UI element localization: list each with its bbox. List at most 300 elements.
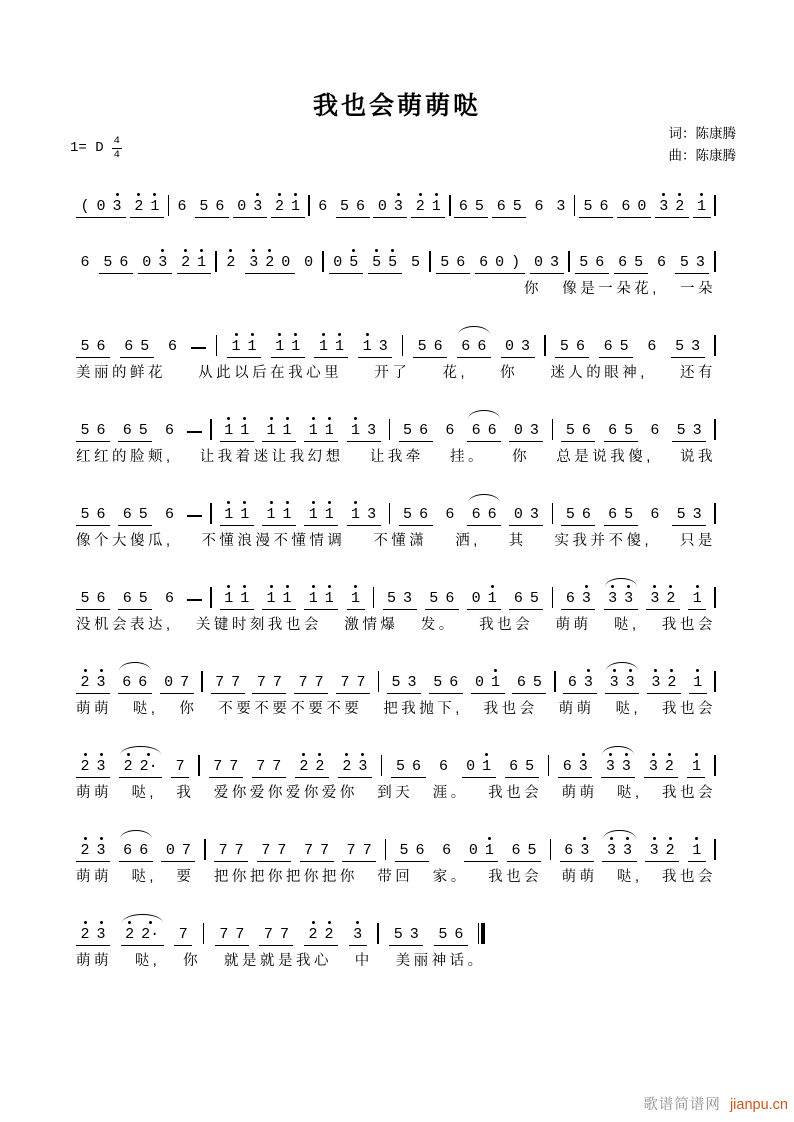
note-digit: 7	[261, 842, 271, 859]
note-digit: 0	[513, 422, 523, 439]
note-digit: 5	[583, 198, 593, 215]
note-digit: 6	[471, 506, 481, 523]
note-group	[646, 506, 664, 526]
note-group	[342, 842, 376, 862]
note-group	[76, 338, 110, 358]
note-digit: 6	[516, 674, 526, 691]
note-group	[336, 198, 370, 218]
lyric-segment: 像个大傻瓜,	[76, 533, 174, 549]
note-group	[413, 338, 447, 358]
lyric-segment: 萌萌	[555, 617, 592, 633]
note-digit: 3	[529, 422, 539, 439]
note-group	[163, 338, 181, 358]
note-digit: 2	[178, 254, 194, 271]
note-digit: 2	[662, 842, 678, 859]
note-group	[262, 506, 296, 526]
note-group	[646, 590, 680, 610]
lyric-segment: 我也会	[662, 869, 716, 885]
note-digit: 6	[513, 590, 523, 607]
barline	[714, 195, 716, 216]
note-digit: 3	[646, 842, 662, 859]
note-group	[259, 926, 293, 946]
note-digit: 2	[661, 758, 677, 775]
note-group	[130, 198, 164, 218]
note-digit: 5	[559, 338, 569, 355]
note-group	[507, 842, 541, 862]
note-digit: 7	[231, 674, 241, 691]
note-group	[462, 758, 496, 778]
note-digit: 3	[550, 254, 560, 271]
note-digit: 5	[525, 758, 535, 775]
note-group	[501, 338, 535, 358]
note-digit: 3	[656, 198, 672, 215]
note-digit: 6	[621, 198, 631, 215]
system	[76, 744, 716, 802]
system	[76, 184, 716, 218]
note-digit: 1	[428, 198, 444, 215]
lyric-segment: 我也会	[661, 617, 716, 633]
duration-dash	[187, 515, 202, 517]
note-digit: 3	[692, 422, 702, 439]
lyrics-row	[76, 949, 486, 970]
note-group	[119, 842, 153, 862]
note-group	[177, 254, 211, 274]
note-digit: 6	[581, 506, 591, 523]
notes-row	[76, 408, 716, 442]
note-group	[441, 506, 459, 526]
note-digit: 3	[556, 198, 566, 215]
lyric-segment: 哒,	[132, 701, 159, 717]
note-digit: 6	[122, 590, 132, 607]
note-digit: 6	[647, 338, 657, 355]
note-group	[575, 254, 609, 274]
lyric-segment: 就是就是我心	[223, 953, 332, 969]
lyric-segment: 萌萌	[561, 785, 598, 801]
note-digit: 5	[579, 254, 589, 271]
note-digit: 7	[314, 674, 324, 691]
note-digit: 5	[433, 674, 443, 691]
note-digit: 7	[229, 758, 239, 775]
note-digit: 0	[377, 198, 387, 215]
lyric-segment: 红红的脸颊,	[76, 449, 174, 465]
barline	[714, 755, 716, 776]
note-group	[604, 422, 638, 442]
lyric-segment: 把我抛下,	[383, 701, 463, 717]
note-group	[454, 198, 488, 218]
note-group	[220, 422, 254, 442]
note-digit: 3	[602, 758, 618, 775]
note-digit: 1	[688, 758, 704, 775]
note-digit: 6	[439, 758, 449, 775]
note-digit: 6	[564, 842, 574, 859]
note-group	[509, 506, 543, 526]
note-digit: 0	[505, 338, 515, 355]
note-digit: 7	[181, 842, 191, 859]
note-group	[262, 422, 296, 442]
note-digit: 2	[672, 198, 688, 215]
note-digit: 1	[147, 198, 163, 215]
note-digit: 5	[565, 422, 575, 439]
note-digit: 6	[356, 198, 366, 215]
note-group	[438, 842, 456, 862]
note-group	[220, 506, 254, 526]
final-barline	[478, 923, 485, 944]
barline	[210, 587, 212, 608]
watermark	[643, 1093, 788, 1114]
note-digit: 3	[350, 926, 366, 943]
watermark-site-name: 歌谱简谱网	[643, 1097, 721, 1113]
lyric-segment: 没机会表达,	[76, 617, 174, 633]
note-digit: 1	[690, 674, 706, 691]
note-digit: 3	[521, 338, 531, 355]
note-group	[399, 506, 433, 526]
note-group	[347, 506, 381, 526]
note-group	[689, 674, 707, 694]
note-digit: 1	[348, 506, 364, 523]
note-group	[304, 926, 338, 946]
note-digit: 3	[578, 590, 594, 607]
note-digit: 2	[77, 674, 93, 691]
note-group	[214, 842, 248, 862]
note-digit: 1	[348, 590, 364, 607]
note-group	[220, 590, 254, 610]
note-digit: 3	[692, 506, 702, 523]
note-digit: 2	[77, 926, 93, 943]
note-digit: 1	[263, 506, 279, 523]
note-group	[561, 590, 595, 610]
note-digit: 6	[119, 254, 129, 271]
duration-dash	[187, 431, 202, 433]
note-digit: 6	[534, 198, 544, 215]
note-group	[368, 254, 402, 274]
note-group	[671, 338, 705, 358]
note-group	[300, 842, 334, 862]
note-group	[467, 590, 501, 610]
note-group	[271, 338, 305, 358]
note-group	[76, 842, 110, 862]
note-digit: 0	[637, 198, 647, 215]
note-digit: 1	[237, 422, 253, 439]
lyrics-row	[76, 781, 716, 802]
lyric-segment: 我也会	[661, 701, 716, 717]
note-digit: 2	[412, 198, 428, 215]
note-digit: 5	[634, 254, 644, 271]
note-digit: 6	[445, 590, 455, 607]
note-digit: 6	[461, 338, 471, 355]
note-digit: 6	[122, 422, 132, 439]
note-digit: 3	[619, 842, 635, 859]
barline	[168, 195, 170, 216]
lyric-segment: 其	[508, 533, 527, 549]
barline	[714, 587, 716, 608]
note-group	[552, 198, 570, 218]
note-digit: 0	[471, 590, 481, 607]
note-digit: 2	[223, 254, 239, 271]
note-group	[646, 422, 664, 442]
note-digit: 3	[250, 198, 266, 215]
note-digit: 1	[237, 590, 253, 607]
lyrics-row	[76, 697, 716, 718]
note-digit: 1	[263, 590, 279, 607]
note-digit: 6	[650, 506, 660, 523]
barline	[210, 503, 212, 524]
note-digit: 6	[167, 338, 177, 355]
note-digit: 3	[606, 674, 622, 691]
note-digit: 0	[96, 198, 106, 215]
note-digit: 6	[139, 842, 149, 859]
note-group	[76, 422, 110, 442]
note-digit: 3	[93, 842, 109, 859]
note-group	[509, 422, 543, 442]
note-digit: 3	[93, 674, 109, 691]
note-digit: 7	[320, 842, 330, 859]
note-digit: 2	[663, 590, 679, 607]
note-digit: 6	[165, 590, 175, 607]
barline	[216, 335, 218, 356]
note-group	[347, 590, 365, 610]
lyric-segment: 总是说我傻,	[556, 449, 654, 465]
lyric-segment: 你	[524, 281, 542, 297]
lyric-segment: 我也会	[662, 785, 716, 801]
note-group	[652, 254, 670, 274]
lyrics-row	[76, 865, 716, 886]
note-digit: 7	[175, 758, 185, 775]
composer-credit: 曲：陈康腾	[668, 148, 736, 164]
note-digit: 5	[624, 422, 634, 439]
note-digit: 5	[403, 422, 413, 439]
note-group	[195, 198, 229, 218]
note-group	[512, 674, 546, 694]
lyric-segment: 涯。	[432, 785, 469, 801]
note-group	[614, 254, 648, 274]
note-digit: 6	[608, 422, 618, 439]
note-group	[161, 422, 179, 442]
note-digit: 1	[279, 590, 295, 607]
note-digit: 6	[123, 842, 133, 859]
barline	[554, 671, 556, 692]
note-group	[257, 842, 291, 862]
barline	[377, 923, 379, 944]
note-digit: 3	[618, 758, 634, 775]
note-digit: 6	[471, 422, 481, 439]
note-digit: 1	[305, 422, 321, 439]
note-digit: 5	[675, 338, 685, 355]
lyric-segment: 说我	[680, 449, 716, 465]
note-group	[560, 842, 594, 862]
lyric-segment: 把你把你把你把你	[213, 869, 358, 885]
lyric-segment: 挂。	[450, 449, 486, 465]
note-digit: 7	[340, 674, 350, 691]
note-digit: 7	[215, 674, 225, 691]
lyric-segment: 到天	[377, 785, 414, 801]
note-group	[314, 338, 348, 358]
note-group	[304, 590, 338, 610]
note-digit: 3	[647, 590, 663, 607]
note-digit: 3	[603, 842, 619, 859]
note-group	[209, 758, 243, 778]
note-digit: 5	[565, 506, 575, 523]
note-digit: 5	[385, 254, 401, 271]
note-digit: 3	[355, 758, 371, 775]
note-digit: 0	[333, 254, 343, 271]
lyricist-credit: 词：陈康腾	[668, 126, 736, 141]
note-group	[505, 758, 539, 778]
note-digit: 3	[109, 198, 125, 215]
note-digit: 6	[487, 506, 497, 523]
system	[76, 912, 716, 970]
note-group	[252, 758, 286, 778]
note-group	[120, 338, 154, 358]
note-group	[304, 506, 338, 526]
note-digit: 1	[305, 590, 321, 607]
note-digit: 2	[122, 926, 138, 943]
note-group	[429, 674, 463, 694]
note-digit: 7	[279, 926, 289, 943]
lyric-segment: 萌萌	[558, 701, 595, 717]
notes-row	[76, 744, 716, 778]
note-digit: 5	[395, 758, 405, 775]
note-digit: 7	[218, 842, 228, 859]
barline	[210, 419, 212, 440]
note-digit: 7	[346, 842, 356, 859]
barline	[402, 335, 404, 356]
note-digit: 3	[246, 254, 262, 271]
note-digit: 6	[412, 758, 422, 775]
lyric-segment: 你	[500, 365, 519, 381]
note-digit: 3	[155, 254, 171, 271]
lyric-segment: 让我牵	[369, 449, 424, 465]
system	[76, 576, 716, 634]
note-digit: 6	[575, 338, 585, 355]
note-digit: 6	[122, 506, 132, 523]
lyric-segment: 迷人的眼神,	[550, 365, 648, 381]
barline	[389, 419, 391, 440]
note-group	[563, 674, 597, 694]
note-digit: 5	[529, 590, 539, 607]
note-group	[655, 198, 689, 218]
note-digit: 5	[417, 338, 427, 355]
lyric-segment: 美丽的鲜花	[76, 365, 166, 381]
watermark-site-link[interactable]: jianpu.cn	[729, 1097, 788, 1113]
note-digit: 2	[305, 926, 321, 943]
note-group	[601, 758, 635, 778]
note-group	[509, 590, 543, 610]
note-digit: 6	[96, 338, 106, 355]
note-group	[467, 422, 501, 442]
lyric-segment: 我也会	[483, 701, 538, 717]
note-digit: 7	[180, 674, 190, 691]
note-digit: 3	[605, 590, 621, 607]
note-digit: 3	[691, 338, 701, 355]
note-digit: 5	[527, 842, 537, 859]
barline	[429, 251, 431, 272]
note-digit: 0	[164, 674, 174, 691]
note-digit: 3	[390, 198, 406, 215]
note-group	[245, 254, 295, 274]
note-group	[467, 506, 501, 526]
note-digit: 3	[93, 926, 109, 943]
note-group	[262, 590, 296, 610]
note-digit: 5	[387, 590, 397, 607]
note-group	[604, 590, 638, 610]
note-group	[118, 506, 152, 526]
note-group	[647, 674, 681, 694]
note-digit: 7	[178, 926, 188, 943]
note-group	[411, 198, 445, 218]
barline	[373, 587, 375, 608]
lyrics-row	[76, 613, 716, 634]
barline	[204, 839, 206, 860]
note-digit: 2	[272, 198, 288, 215]
barline	[714, 671, 716, 692]
lyric-segment: 哒,	[613, 617, 640, 633]
time-signature-numerator: 4	[113, 135, 120, 147]
note-group	[161, 506, 179, 526]
lyric-segment: 萌萌	[76, 953, 112, 969]
note-group	[271, 198, 305, 218]
note-digit: 6	[442, 842, 452, 859]
note-group	[233, 198, 267, 218]
barline	[550, 839, 552, 860]
note-group	[76, 254, 94, 274]
time-signature-denominator: 4	[113, 148, 120, 161]
note-group	[387, 674, 421, 694]
note-group	[464, 842, 498, 862]
note-group	[475, 254, 525, 274]
note-digit: 5	[80, 506, 90, 523]
note-digit: 6	[618, 254, 628, 271]
note-group	[99, 254, 133, 274]
note-digit: 1	[221, 422, 237, 439]
barline	[201, 671, 203, 692]
note-group	[118, 674, 152, 694]
lyric-segment: 不懂浪漫不懂情调	[201, 533, 346, 549]
note-digit: 6	[433, 338, 443, 355]
note-group	[373, 198, 407, 218]
note-group	[349, 926, 367, 946]
note-digit: 6	[565, 590, 575, 607]
note-group	[672, 506, 706, 526]
note-digit: 5	[140, 338, 150, 355]
note-group	[76, 198, 126, 218]
note-digit: 2·	[138, 926, 163, 943]
note-digit: 3	[577, 842, 593, 859]
parenthesis: (	[80, 198, 90, 215]
note-group	[391, 758, 425, 778]
lyric-segment: 像是一朵花,	[562, 281, 660, 297]
parenthesis: )	[511, 254, 521, 271]
note-digit: 6	[215, 198, 225, 215]
note-group	[161, 842, 195, 862]
note-digit: 7	[304, 842, 314, 859]
note-digit: 3	[695, 254, 705, 271]
note-group	[121, 926, 164, 946]
note-digit: 6	[122, 674, 132, 691]
lyric-segment: 实我并不傻,	[554, 533, 653, 549]
time-signature	[112, 136, 122, 160]
note-digit: 5	[474, 198, 484, 215]
duration-dash	[191, 347, 206, 349]
note-digit: 3	[621, 590, 637, 607]
note-digit: 7	[219, 926, 229, 943]
note-digit: 5	[676, 422, 686, 439]
note-digit: 1	[221, 506, 237, 523]
note-group	[644, 758, 678, 778]
note-digit: 7	[272, 758, 282, 775]
note-group	[604, 506, 638, 526]
note-digit: 7	[356, 674, 366, 691]
note-digit: 5	[429, 590, 439, 607]
